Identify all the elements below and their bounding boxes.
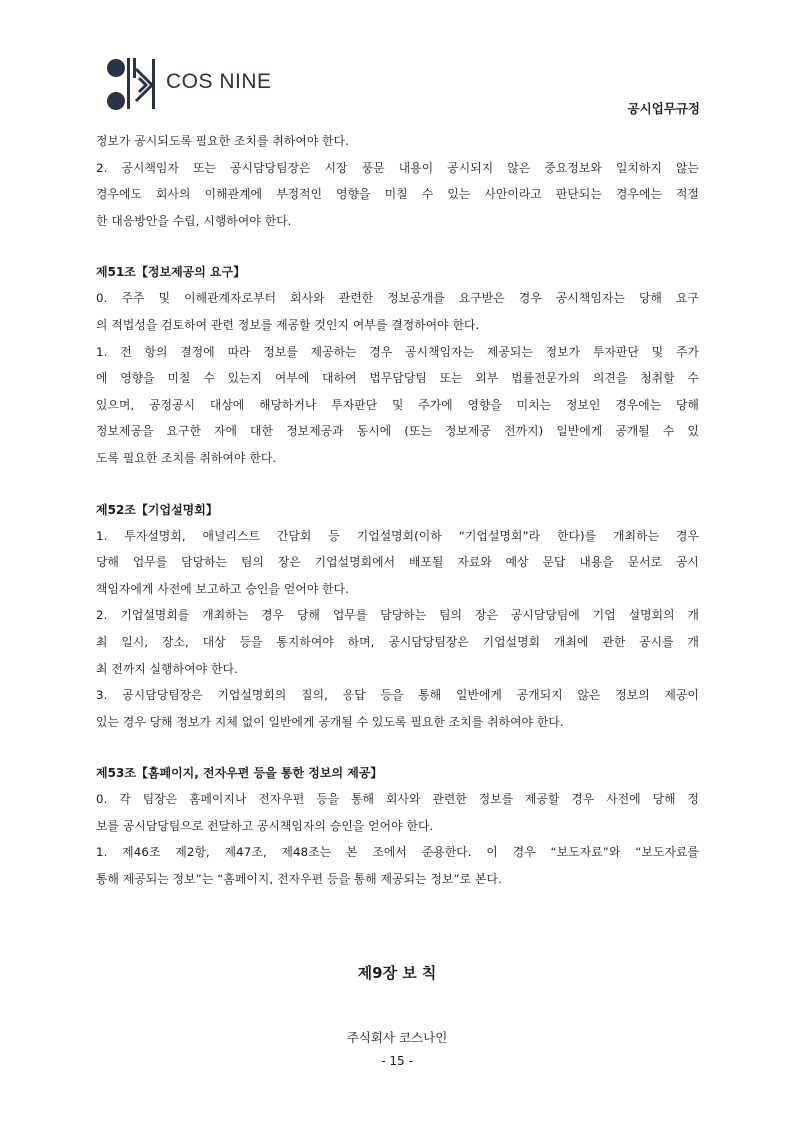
article-heading: 제53조【홈페이지, 전자우편 등을 통한 정보의 제공】 (96, 766, 383, 781)
paragraph-line: 의 적법성을 검토하여 관련 정보를 제공할 것인지 여부를 결정하여야 한다. (96, 317, 480, 332)
paragraph-line: 1. 투자설명회, 애널리스트 간담회 등 기업설명회(이하 “기업설명회”라 한다)를 개최하는 경우 (96, 528, 699, 543)
section (96, 262, 699, 474)
paragraph-line: 있으며, 공정공시 대상에 해당하거나 투자판단 및 주가에 영향을 미치는 정보인 경우에는 당해 (96, 397, 699, 412)
paragraph-line: 정보제공을 요구한 자에 대한 정보제공과 동시에 (또는 정보제공 전까지) 일반에게 공개될 수 있 (96, 424, 699, 439)
footer-company: 주식회사 코스나인 (346, 1030, 448, 1045)
section (96, 500, 699, 739)
document-body (96, 131, 699, 896)
paragraph-line: 한 대응방안을 수립, 시행하여야 한다. (96, 213, 292, 228)
article-heading: 제51조【정보제공의 요구】 (96, 265, 246, 280)
paragraph-line: 2. 기업설명회를 개최하는 경우 당해 업무를 담당하는 팀의 장은 공시담당팀에 기업 설명회의 개 (96, 608, 699, 623)
page-number: - 15 - (381, 1054, 413, 1068)
company-brand: COS NINE (166, 70, 272, 93)
paragraph-line: 있는 경우 당해 정보가 지체 없이 일반에게 공개될 수 있도록 필요한 조치를 취하여야 한다. (96, 714, 564, 729)
paragraph-line: 0. 주주 및 이해관계자로부터 회사와 관련한 정보공개를 요구받은 경우 공시책임자는 당해 요구 (96, 291, 699, 306)
paragraph-line: 책임자에게 사전에 보고하고 승인을 얻어야 한다. (96, 581, 350, 596)
article-heading: 제52조【기업설명회】 (96, 502, 218, 517)
section (96, 131, 699, 237)
paragraph-line: 3. 공시담당팀장은 기업설명회의 질의, 응답 등을 통해 일반에게 공개되지 않은 정보의 제공이 (96, 688, 699, 703)
paragraph-line: 도록 필요한 조치를 취하여야 한다. (96, 450, 277, 465)
paragraph-line: 0. 각 팀장은 홈페이지나 전자우편 등을 통해 회사와 관련한 정보를 제공할 경우 사전에 당해 정 (96, 792, 699, 807)
paragraph-line: 보를 공시담당팀으로 전달하고 공시책임자의 승인을 얻어야 한다. (96, 818, 434, 833)
paragraph-line: 최 전까지 실행하여야 한다. (96, 661, 238, 676)
chapter-title: 제9장 보 칙 (357, 964, 437, 982)
company-logo (106, 55, 156, 112)
section (96, 763, 699, 895)
document-title: 공시업무규정 (627, 101, 700, 116)
paragraph-line: 최 일시, 장소, 대상 등을 통지하여야 하며, 공시담당팀장은 기업설명회 개최에 관한 공시를 개 (96, 634, 699, 649)
paragraph-line: 당해 업무를 담당하는 팀의 장은 기업설명회에서 배포될 자료와 예상 문답 내용을 문서로 공시 (96, 555, 699, 570)
paragraph-line: 경우에도 회사의 이해관계에 부정적인 영향을 미칠 수 있는 사안이라고 판단되는 경우에는 적절 (96, 187, 699, 202)
paragraph-line: 정보가 공시되도록 필요한 조치를 취하여야 한다. (96, 134, 350, 148)
paragraph-line: 1. 전 항의 결정에 따라 정보를 제공하는 경우 공시책임자는 제공되는 정보가 투자판단 및 주가 (96, 344, 699, 359)
paragraph-line: 2. 공시책임자 또는 공시담당팀장은 시장 풍문 내용이 공시되지 않은 중요정보와 일치하지 않는 (96, 160, 699, 175)
paragraph-line: 1. 제46조 제2항, 제47조, 제48조는 본 조에서 준용한다. 이 경우 “보도자료”와 “보도자료를 (96, 845, 699, 860)
paragraph-line: 에 영향을 미칠 수 있는지 여부에 대하여 법무담당팀 또는 외부 법률전문가의 의견을 청취할 수 (96, 371, 699, 386)
paragraph-line: 통해 제공되는 정보”는 “홈페이지, 전자우편 등을 통해 제공되는 정보”로 본다. (96, 872, 502, 887)
